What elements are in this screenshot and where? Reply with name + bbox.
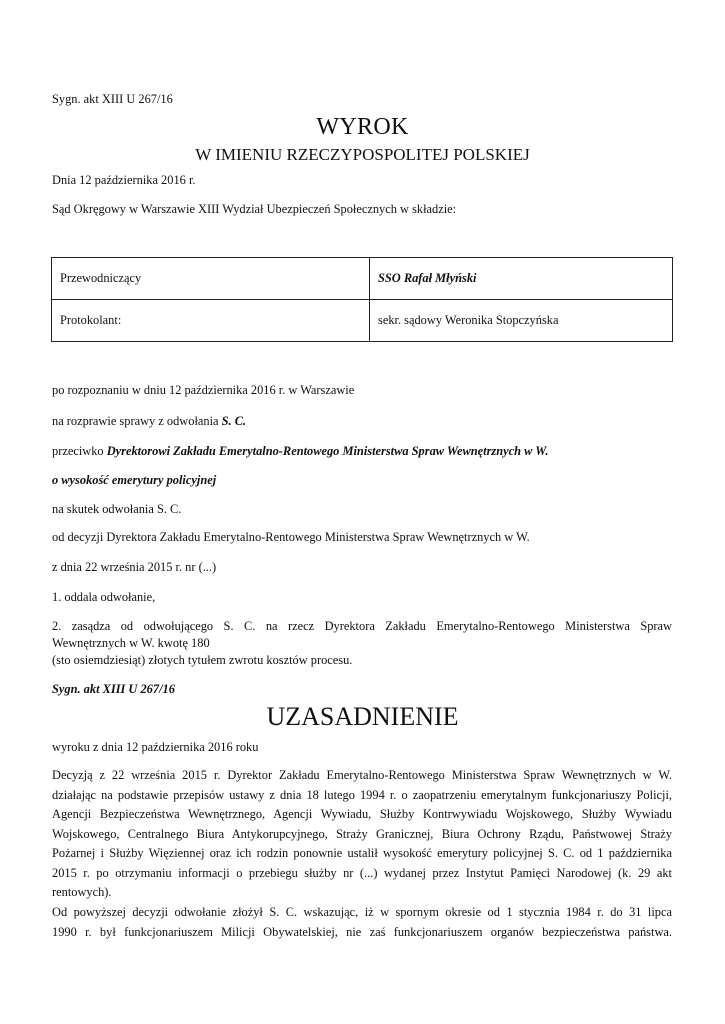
appellant-name: S. C.: [221, 414, 247, 428]
document-subtitle: W IMIENIU RZECZYPOSPOLITEJ POLSKIEJ: [195, 145, 530, 164]
paragraph-line: 1990 r. był funkcjonariuszem Milicji Obywatelskiej, nie zaś funkcjonariuszem organów bezpieczeństwa państwa.: [52, 924, 672, 939]
paragraph-line: rentowych).: [52, 885, 112, 899]
person-cell: SSO Rafał Młyński: [370, 258, 673, 300]
case-reference-2: Sygn. akt XIII U 267/16: [52, 682, 175, 696]
appeal-line: [52, 414, 246, 429]
paragraph-line: 2015 r. po otrzymaniu informacji o przebiegu służby nr (...) wydanej przez Instytut Pamięci Narodowej (k. 29 akt: [52, 865, 672, 880]
paragraph-line: Od powyższej decyzji odwołanie złożył S. C. wskazując, iż w spornym okresie od 1 stycznia 1984 r. do 31 lipca: [52, 905, 672, 919]
role-cell: Przewodniczący: [52, 258, 370, 300]
table-row: [52, 258, 673, 300]
result-of-line: na skutek odwołania S. C.: [52, 502, 182, 516]
justification-title: UZASADNIENIE: [266, 702, 459, 731]
appeal-prefix: na rozprawie sprawy z odwołania: [52, 414, 222, 428]
justification-of-line: wyroku z dnia 12 października 2016 roku: [52, 740, 259, 754]
against-line: [52, 444, 548, 459]
hearing-line: po rozpoznaniu w dniu 12 października 2016 r. w Warszawie: [52, 383, 355, 397]
ruling-1: 1. oddala odwołanie,: [52, 590, 156, 604]
person-cell: sekr. sądowy Weronika Stopczyńska: [370, 300, 673, 342]
decision-of-line: od decyzji Dyrektora Zakładu Emerytalno-Rentowego Ministerstwa Spraw Wewnętrznych w W.: [52, 530, 530, 544]
ruling-2-line: Wewnętrznych w W. kwotę 180: [52, 636, 210, 650]
court-line: Sąd Okręgowy w Warszawie XIII Wydział Ubezpieczeń Społecznych w składzie:: [52, 202, 457, 216]
justification-paragraph-2: [52, 903, 672, 942]
date-line: Dnia 12 października 2016 r.: [52, 173, 196, 187]
ruling-2-line: 2. zasądza od odwołującego S. C. na rzecz Dyrektora Zakładu Emerytalno-Rentowego Ministerstwa Spraw: [52, 619, 672, 633]
ruling-2-line: (sto osiemdziesiąt) złotych tytułem zwrotu kosztów procesu.: [52, 653, 353, 667]
respondent-name: Dyrektorowi Zakładu Emerytalno-Rentowego Ministerstwa Spraw Wewnętrznych w W.: [106, 444, 549, 458]
paragraph-line: Agencji Bezpieczeństwa Wewnętrznego, Agencji Wywiadu, Służby Kontrwywiadu Wojskowego, Służby Wywiadu: [52, 807, 672, 821]
paragraph-line: działając na podstawie przepisów ustawy z dnia 18 lutego 1994 r. o zaopatrzeniu emerytalnym funkcjonariuszy Policji,: [52, 787, 672, 802]
role-cell: Protokolant:: [52, 300, 370, 342]
document-title: WYROK: [316, 114, 409, 140]
decision-date-line: z dnia 22 września 2015 r. nr (...): [52, 560, 217, 574]
against-prefix: przeciwko: [52, 444, 107, 458]
ruling-2: [52, 618, 672, 669]
court-composition-table: [51, 257, 673, 342]
table-row: [52, 300, 673, 342]
justification-paragraph-1: [52, 766, 672, 903]
paragraph-line: Wojskowego, Centralnego Biura Antykorupcyjnego, Straży Granicznej, Biura Ochrony Rządu, Państwowej Straży: [52, 826, 672, 841]
case-reference: Sygn. akt XIII U 267/16: [52, 92, 173, 106]
paragraph-line: Decyzją z 22 września 2015 r. Dyrektor Zakładu Emerytalno-Rentowego Ministerstwa Spraw Wewnętrznych w W.: [52, 768, 672, 782]
subject-line: o wysokość emerytury policyjnej: [52, 473, 217, 487]
paragraph-line: Pożarnej i Służby Więziennej oraz ich rodzin ponownie ustalił wysokość emerytury policyjnej S. C. od 1 października: [52, 846, 672, 860]
